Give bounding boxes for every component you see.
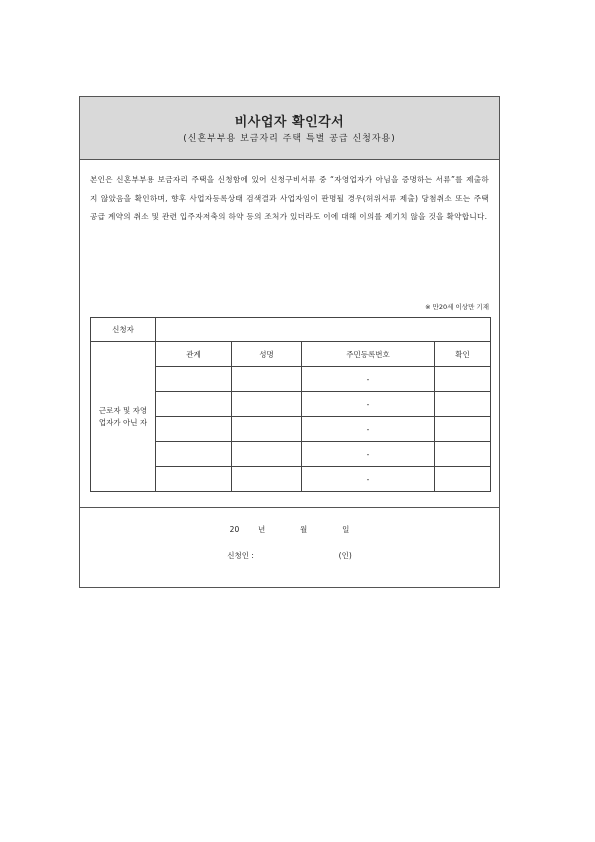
signer-label: 신청인 : [227,551,254,560]
id-number-cell[interactable]: - [302,417,435,442]
form-header [80,97,499,160]
confirm-cell[interactable] [435,467,491,492]
applicant-label: 신청자 [91,318,156,342]
confirm-cell[interactable] [435,392,491,417]
day-label: 일 [342,525,350,534]
id-number-cell[interactable]: - [302,367,435,392]
id-number-cell[interactable]: - [302,442,435,467]
year-prefix: 20 [229,525,240,534]
confirm-cell[interactable] [435,442,491,467]
name-cell[interactable] [232,417,302,442]
signature-section [80,507,499,589]
relation-cell[interactable] [156,442,232,467]
group-label-text: 근로자 및 자영업자가 아닌 자 [98,405,148,427]
confirmation-form [79,96,500,588]
column-header-name: 성명 [232,342,302,367]
signer-line [80,550,499,561]
name-cell[interactable] [232,367,302,392]
column-header-confirm: 확인 [435,342,491,367]
year-label: 년 [258,525,266,534]
relation-cell[interactable] [156,467,232,492]
form-subtitle: (신혼부부용 보금자리 주택 특별 공급 신청자용) [183,134,396,144]
table-header-row [91,342,491,367]
date-line [80,524,499,535]
applicant-field[interactable] [156,318,491,342]
applicant-row [91,318,491,342]
confirm-cell[interactable] [435,417,491,442]
group-label [91,342,156,492]
relation-cell[interactable] [156,417,232,442]
form-title: 비사업자 확인각서 [234,115,345,130]
name-cell[interactable] [232,392,302,417]
pledge-text: 본인은 신혼부부용 보금자리 주택을 신청함에 있어 신청구비서류 중 “자영업자가 아님을 증명하는 서류”를 제출하지 않았음을 확인하며, 향후 사업자등록상태 검색결과 사업자임이 판명될 경우(허위서류 제출) 당첨취소 또는 주택공급 계약의 취소 및 관련 입주자저축의 하약 등의 조처가 있더라도 이에 대해 이의를 제기치 않을 것을 확약합니다. [90,175,489,221]
relation-cell[interactable] [156,392,232,417]
month-label: 월 [300,525,308,534]
confirm-cell[interactable] [435,367,491,392]
id-number-cell[interactable]: - [302,467,435,492]
seal-label: (인) [338,551,352,560]
relation-cell[interactable] [156,367,232,392]
age-note: ※ 만20세 이상만 기재 [425,303,489,311]
column-header-id-number: 주민등록번호 [302,342,435,367]
household-table [90,317,491,492]
column-header-relation: 관계 [156,342,232,367]
name-cell[interactable] [232,467,302,492]
name-cell[interactable] [232,442,302,467]
id-number-cell[interactable]: - [302,392,435,417]
